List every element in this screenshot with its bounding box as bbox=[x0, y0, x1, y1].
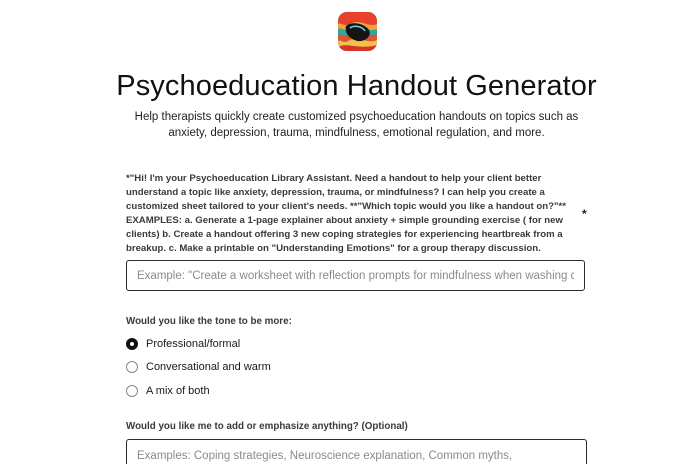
tone-option-label: Professional/formal bbox=[146, 338, 241, 350]
radio-unselected-icon[interactable] bbox=[126, 361, 138, 373]
topic-field-label: *"Hi! I'm your Psychoeducation Library Assistant. Need a handout to help your client better understand a topic like anxiety, depression, trauma, or mindfulness? I can help you create a customized sheet tailored to your client's needs. **"Which topic would you like a handout on?"** EXAMPLES: a. Generate a 1-page explainer about anxiety + simple grounding exercise ( for new clients) b. Create a handout offering 3 new coping strategies for experiencing heartbreak from a breakup. c. Make a printable on "Understanding Emotions" for a group therapy discussion. bbox=[126, 173, 566, 254]
emphasis-textarea[interactable] bbox=[126, 439, 587, 464]
tone-option-mix[interactable] bbox=[126, 383, 210, 399]
emphasis-label: Would you like me to add or emphasize anything? (Optional) bbox=[126, 421, 408, 432]
tone-label: Would you like the tone to be more: bbox=[126, 316, 292, 327]
tone-option-label: Conversational and warm bbox=[146, 361, 271, 373]
tone-option-label: A mix of both bbox=[146, 385, 210, 397]
topic-input[interactable] bbox=[126, 260, 585, 291]
abstract-art-app-icon bbox=[338, 12, 377, 51]
page-subtitle: Help therapists quickly create customized psychoeducation handouts on topics such as anxiety, depression, trauma, mindfulness, emotional regulation, and more. bbox=[134, 111, 579, 139]
radio-unselected-icon[interactable] bbox=[126, 385, 138, 397]
page-title: Psychoeducation Handout Generator bbox=[116, 70, 597, 102]
tone-option-conversational[interactable] bbox=[126, 359, 271, 375]
required-marker: * bbox=[582, 207, 587, 221]
tone-option-professional[interactable] bbox=[126, 336, 240, 352]
radio-selected-icon[interactable] bbox=[126, 338, 138, 350]
